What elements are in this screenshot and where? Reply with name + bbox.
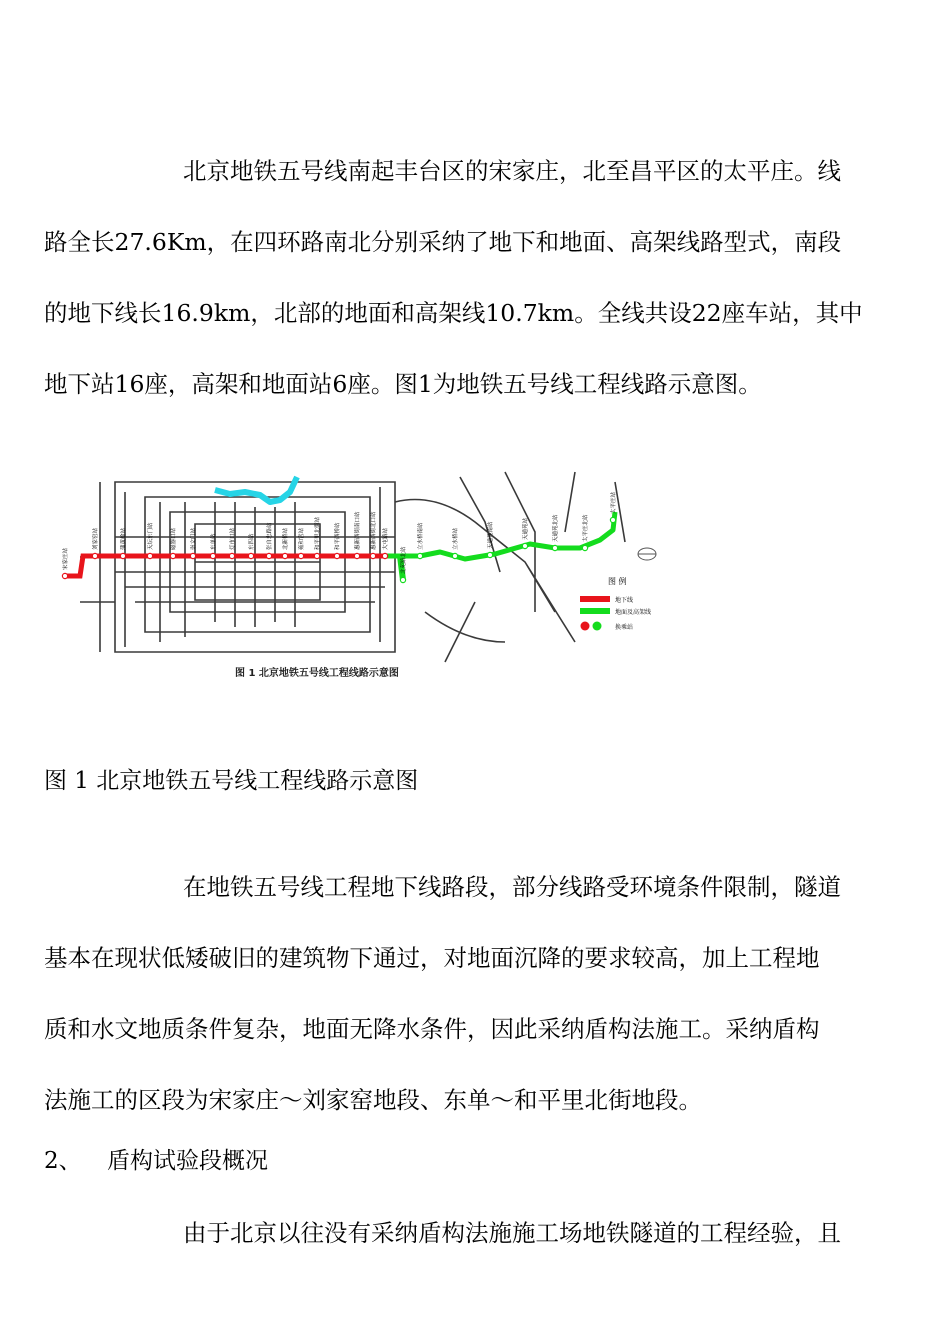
station-marker	[400, 577, 405, 582]
street-grid	[125, 487, 380, 647]
road-network	[80, 472, 625, 662]
station-label: 北新桥站	[283, 527, 289, 550]
legend-label: 地面及高架线	[615, 609, 652, 616]
text-line: 基本在现状低矮破旧的建筑物下通过，对地面沉降的要求较高，加上工程地	[44, 944, 820, 972]
figure-caption: 图 1 北京地铁五号线工程线路示意图	[44, 768, 419, 794]
text-line: 路全长27.6Km，在四环路南北分别采纳了地下和地面、高架线路型式，南段	[44, 228, 842, 256]
station-label: 天坛东门站	[148, 522, 154, 550]
paragraph-shield-method	[44, 852, 906, 1136]
station-marker	[62, 573, 67, 578]
legend-label: 地下线	[615, 597, 634, 604]
station-marker	[582, 545, 587, 550]
station-label: 东单站	[211, 533, 217, 550]
station-label: 雍和宫站	[299, 527, 305, 550]
station-marker	[266, 553, 271, 558]
station-label: 灯市口站	[230, 527, 236, 550]
station-marker	[298, 553, 303, 558]
station-label: 宋家庄站	[63, 547, 69, 570]
text-line: 质和水文地质条件复杂，地面无降水条件，因此采纳盾构法施工。采纳盾构	[44, 1015, 820, 1043]
text-line: 在地铁五号线工程地下线路段，部分线路受环境条件限制，隧道	[183, 873, 841, 901]
station-marker	[487, 552, 492, 557]
suburb-roads	[395, 472, 625, 662]
station-marker	[382, 553, 387, 558]
station-label: 张自忠路站	[267, 522, 273, 550]
compass-icon	[638, 548, 656, 560]
station-label: 立水桥南站	[418, 522, 424, 550]
station-marker	[417, 553, 422, 558]
station-marker	[552, 545, 557, 550]
station-label: 崇文门站	[191, 527, 197, 550]
station-marker	[610, 517, 615, 522]
station-marker	[120, 553, 125, 558]
section-heading	[44, 1142, 268, 1175]
station-label: 大屯路站	[383, 527, 389, 550]
legend	[580, 576, 651, 631]
station-marker	[92, 553, 97, 558]
station-marker	[354, 553, 359, 558]
text-line: 的地下线长16.9km，北部的地面和高架线10.7km。全线共设22座车站，其中	[44, 299, 863, 327]
station-marker	[210, 553, 215, 558]
station-marker	[248, 553, 253, 558]
station-marker	[522, 543, 527, 548]
station-label: 磁器口站	[171, 527, 177, 550]
paragraph-intro	[44, 136, 906, 420]
station-marker	[190, 553, 195, 558]
section-title: 盾构试验段概况	[107, 1148, 268, 1174]
text-line: 法施工的区段为宋家庄～刘家窑地段、东单～和平里北街地段。	[44, 1086, 702, 1114]
text-line: 由于北京以往没有采纳盾构法施施工场地铁隧道的工程经验，且	[183, 1219, 841, 1247]
station-marker	[334, 553, 339, 558]
station-label: 天通苑北站	[553, 514, 559, 542]
station-marker	[452, 553, 457, 558]
section-number: 2、	[44, 1148, 82, 1174]
legend-label: 换乘站	[615, 624, 634, 631]
legend-swatch-underground	[580, 596, 610, 602]
station-label: 和平里北街站	[315, 516, 321, 550]
text-line: 北京地铁五号线南起丰台区的宋家庄，北至昌平区的太平庄。线	[183, 157, 841, 185]
west-roads	[80, 482, 115, 652]
station-label: 东四站	[249, 533, 255, 550]
text-line: 地下站16座，高架和地面站6座。图1为地铁五号线工程线路示意图。	[44, 370, 762, 398]
route-map	[55, 462, 695, 687]
legend-title: 图 例	[608, 577, 627, 586]
station-marker	[314, 553, 319, 558]
figure-inner-caption: 图 1 北京地铁五号线工程线路示意图	[235, 668, 399, 679]
station-label: 惠新西街北口站	[371, 511, 377, 550]
station-label: 太平庄北站	[583, 514, 589, 542]
station-marker	[229, 553, 234, 558]
paragraph-trial-section	[44, 1198, 906, 1269]
station-label: 太平庄站	[611, 491, 617, 514]
station-label: 惠新西街南口站	[355, 511, 361, 550]
station-marker	[170, 553, 175, 558]
station-label: 天通苑南站	[488, 521, 494, 549]
station-label: 天通苑站	[523, 517, 529, 540]
water-body	[215, 477, 297, 502]
route-map-figure	[55, 462, 695, 687]
station-label: 北苑路北站	[401, 546, 407, 574]
station-label: 和平西桥站	[335, 522, 341, 550]
station-marker	[147, 553, 152, 558]
station-label: 立水桥站	[453, 527, 459, 550]
station-label: 蒲黄榆站	[121, 527, 127, 550]
legend-transfer-icon	[581, 622, 590, 631]
station-marker	[370, 553, 375, 558]
legend-transfer-icon	[593, 622, 602, 631]
legend-swatch-elevated	[580, 608, 610, 614]
station-label: 刘家窑站	[93, 527, 99, 550]
station-marker	[282, 553, 287, 558]
